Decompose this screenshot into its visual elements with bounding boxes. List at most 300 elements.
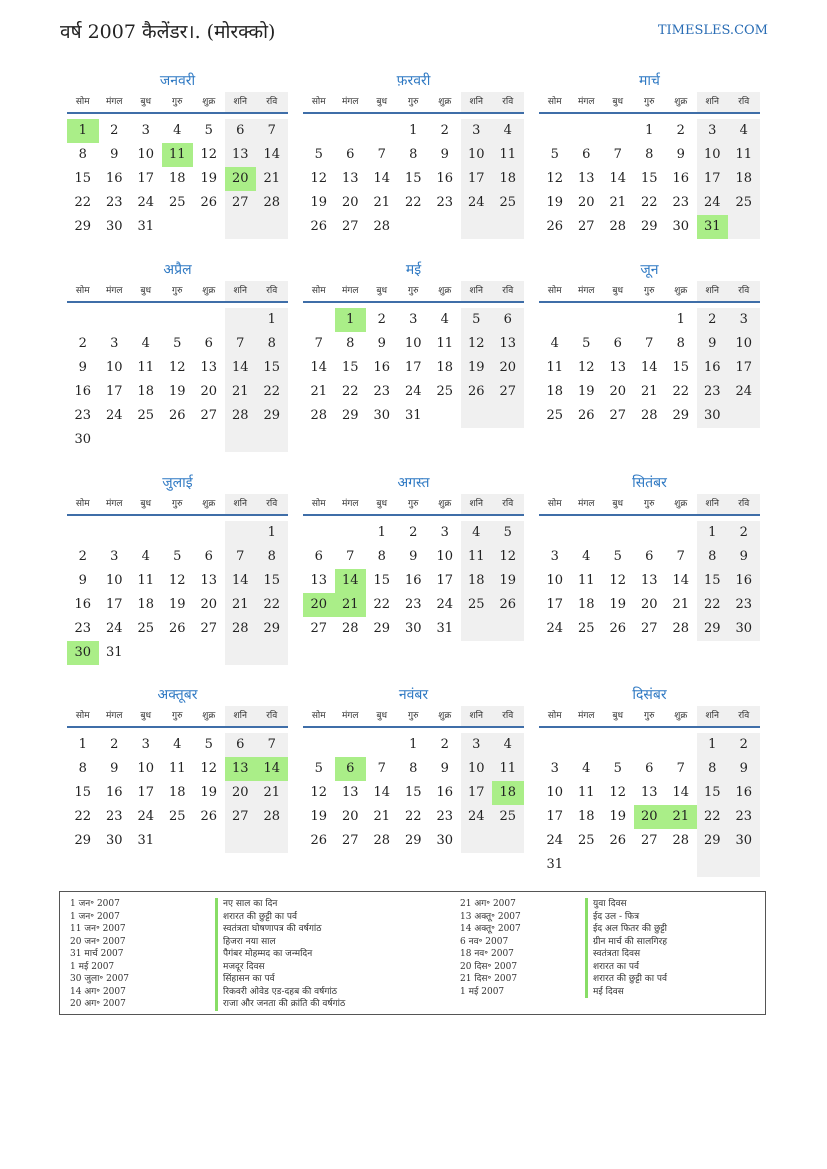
day-cell: 26 (200, 809, 218, 824)
weekday-label: गुरु (172, 286, 183, 296)
weekday-label: रवि (256, 92, 288, 112)
weekday-label: मंगल (341, 499, 359, 509)
weekday-label: सोम (311, 97, 326, 107)
day-cell: 14 (609, 171, 627, 186)
day-cell: 25 (137, 408, 155, 423)
weekday-header (539, 92, 760, 114)
day-cell: 17 (436, 573, 454, 588)
month-calendar (303, 70, 524, 239)
day-cell: 30 (74, 432, 92, 447)
day-cell: 23 (404, 597, 422, 612)
holiday-name: मई दिवस (585, 986, 667, 999)
day-cell: 21 (256, 781, 288, 805)
empty-cell (130, 428, 162, 452)
weekday-label: शुक्र (674, 286, 688, 296)
day-cell: 2 (728, 521, 760, 545)
day-cell: 28 (373, 833, 391, 848)
day-cell: 11 (168, 761, 186, 776)
day-cell: 13 (609, 360, 627, 375)
day-cell: 13 (200, 360, 218, 375)
empty-cell (193, 521, 225, 545)
day-cell: 26 (492, 593, 524, 617)
empty-cell (728, 853, 760, 877)
day-cell: 19 (546, 195, 564, 210)
day-cell: 26 (200, 195, 218, 210)
empty-cell (225, 641, 257, 665)
day-cell: 13 (200, 573, 218, 588)
day-cell: 26 (310, 219, 328, 234)
site-link[interactable]: TIMESLES.COM (657, 23, 768, 38)
day-cell: 14 (373, 785, 391, 800)
weekday-header (67, 281, 288, 303)
empty-cell (634, 733, 666, 757)
holiday-date: 30 जुला॰ 2007 (70, 974, 130, 984)
day-cell: 15 (373, 573, 391, 588)
day-cell: 21 (310, 384, 328, 399)
empty-cell (256, 829, 288, 853)
day-cell: 1 (697, 521, 729, 545)
day-cell: 10 (404, 336, 422, 351)
day-cell: 4 (173, 737, 182, 752)
day-cell: 29 (341, 408, 359, 423)
empty-cell (67, 521, 99, 545)
empty-cell (571, 521, 603, 545)
day-cell: 7 (346, 549, 355, 564)
empty-cell (335, 521, 367, 545)
day-cell: 19 (461, 356, 493, 380)
day-cell: 9 (78, 360, 87, 375)
weekday-label: मंगल (341, 286, 359, 296)
day-cell: 10 (546, 785, 564, 800)
empty-cell (225, 521, 257, 545)
weekday-label: बुध (140, 286, 152, 296)
day-grid (67, 308, 288, 452)
day-cell: 8 (78, 761, 87, 776)
day-cell: 21 (640, 384, 658, 399)
day-cell: 4 (728, 119, 760, 143)
weekday-header (303, 494, 524, 516)
day-cell: 31 (105, 645, 123, 660)
day-cell: 5 (492, 521, 524, 545)
weekday-label: बुध (612, 97, 624, 107)
empty-cell (130, 308, 162, 332)
weekday-label: गुरु (172, 499, 183, 509)
day-cell: 18 (137, 384, 155, 399)
month-calendar (539, 472, 760, 641)
day-cell: 2 (440, 737, 449, 752)
day-cell: 29 (373, 621, 391, 636)
day-grid (67, 119, 288, 239)
day-cell: 12 (609, 573, 627, 588)
day-grid (303, 521, 524, 641)
day-cell: 4 (461, 521, 493, 545)
empty-cell (335, 733, 367, 757)
day-cell: 9 (377, 336, 386, 351)
holiday-date: 20 जन॰ 2007 (70, 936, 126, 947)
day-cell: 13 (341, 171, 359, 186)
day-cell: 18 (728, 167, 760, 191)
month-name: जून (640, 262, 659, 278)
empty-cell (539, 119, 571, 143)
day-cell: 20 (341, 809, 359, 824)
day-cell: 8 (78, 147, 87, 162)
day-cell: 28 (225, 617, 257, 641)
day-cell: 7 (676, 761, 685, 776)
day-cell: 24 (546, 621, 564, 636)
day-cell: 25 (461, 593, 493, 617)
empty-cell (193, 308, 225, 332)
weekday-label: बुध (376, 711, 388, 721)
weekday-label: रवि (256, 494, 288, 514)
weekday-label: सोम (547, 97, 562, 107)
holiday-day-cell: 31 (697, 215, 729, 239)
holiday-date: 1 जन॰ 2007 (70, 911, 120, 922)
day-cell: 6 (492, 308, 524, 332)
holiday-day-cell: 6 (335, 757, 367, 781)
day-cell: 5 (314, 147, 323, 162)
day-cell: 28 (256, 805, 288, 829)
day-cell: 29 (672, 408, 690, 423)
holiday-names-right (585, 898, 667, 998)
weekday-label: सोम (547, 286, 562, 296)
day-cell: 13 (341, 785, 359, 800)
weekday-label: रवि (728, 92, 760, 112)
weekday-label: गुरु (172, 711, 183, 721)
empty-cell (492, 404, 524, 428)
holiday-date: 1 मई 2007 (70, 961, 115, 972)
holiday-date: 20 दिस॰ 2007 (460, 961, 518, 972)
day-cell: 8 (346, 336, 355, 351)
day-cell: 26 (609, 621, 627, 636)
holiday-day-cell: 21 (665, 805, 697, 829)
empty-cell (225, 215, 257, 239)
day-cell: 19 (609, 809, 627, 824)
day-cell: 30 (672, 219, 690, 234)
day-cell: 10 (461, 143, 493, 167)
day-cell: 24 (404, 384, 422, 399)
holiday-day-cell: 1 (335, 308, 367, 332)
day-cell: 10 (461, 757, 493, 781)
day-cell: 27 (310, 621, 328, 636)
day-cell: 11 (577, 573, 595, 588)
weekday-header (303, 281, 524, 303)
day-cell: 27 (640, 621, 658, 636)
weekday-label: मंगल (577, 97, 595, 107)
weekday-label: रवि (256, 706, 288, 726)
weekday-header (67, 92, 288, 114)
day-cell: 7 (377, 761, 386, 776)
day-cell: 11 (461, 545, 493, 569)
day-cell: 18 (436, 360, 454, 375)
day-cell: 11 (546, 360, 564, 375)
day-cell: 1 (409, 737, 418, 752)
day-cell: 13 (640, 573, 658, 588)
holiday-list (59, 891, 766, 1015)
holiday-day-cell: 20 (634, 805, 666, 829)
weekday-label: शुक्र (202, 286, 216, 296)
day-cell: 30 (404, 621, 422, 636)
weekday-label: शुक्र (438, 286, 452, 296)
day-cell: 1 (377, 525, 386, 540)
day-cell: 24 (697, 191, 729, 215)
weekday-label: शनि (461, 494, 493, 514)
weekday-label: शनि (461, 706, 493, 726)
day-cell: 22 (341, 384, 359, 399)
day-cell: 24 (461, 191, 493, 215)
weekday-label: बुध (140, 711, 152, 721)
weekday-label: रवि (492, 706, 524, 726)
weekday-label: शनि (461, 92, 493, 112)
day-cell: 17 (461, 781, 493, 805)
empty-cell (225, 829, 257, 853)
holiday-name: हिजरा नया साल (215, 936, 345, 949)
day-cell: 11 (137, 573, 155, 588)
month-name: सितंबर (632, 475, 667, 491)
day-cell: 26 (310, 833, 328, 848)
day-cell: 18 (168, 171, 186, 186)
weekday-label: बुध (140, 499, 152, 509)
month-name: जनवरी (159, 73, 196, 89)
holiday-date: 14 अक्तू॰ 2007 (460, 924, 521, 934)
day-cell: 6 (225, 119, 257, 143)
weekday-label: शनि (225, 494, 257, 514)
empty-cell (492, 617, 524, 641)
day-cell: 16 (404, 573, 422, 588)
day-cell: 14 (373, 171, 391, 186)
holiday-names-left (215, 898, 345, 1011)
month-name: फ़रवरी (396, 73, 431, 89)
day-cell: 4 (141, 549, 150, 564)
weekday-label: गुरु (408, 286, 419, 296)
day-cell: 18 (137, 597, 155, 612)
day-cell: 14 (672, 573, 690, 588)
day-cell: 30 (728, 829, 760, 853)
day-cell: 27 (200, 621, 218, 636)
weekday-label: शुक्र (202, 499, 216, 509)
day-cell: 29 (697, 829, 729, 853)
weekday-label: शनि (697, 494, 729, 514)
day-cell: 8 (676, 336, 685, 351)
month-name: जुलाई (162, 475, 193, 491)
day-cell: 20 (577, 195, 595, 210)
weekday-label: शनि (697, 92, 729, 112)
empty-cell (728, 215, 760, 239)
month-name: अक्तूबर (157, 687, 198, 703)
day-cell: 15 (256, 569, 288, 593)
day-cell: 2 (377, 312, 386, 327)
day-cell: 1 (256, 521, 288, 545)
day-cell: 28 (225, 404, 257, 428)
empty-cell (571, 308, 603, 332)
day-cell: 6 (225, 733, 257, 757)
day-cell: 12 (609, 785, 627, 800)
day-cell: 4 (550, 336, 559, 351)
empty-cell (602, 119, 634, 143)
day-cell: 7 (377, 147, 386, 162)
day-cell: 12 (310, 171, 328, 186)
empty-cell (665, 853, 697, 877)
day-cell: 8 (645, 147, 654, 162)
day-cell: 11 (492, 757, 524, 781)
day-cell: 16 (672, 171, 690, 186)
day-cell: 29 (640, 219, 658, 234)
weekday-label: मंगल (577, 286, 595, 296)
day-cell: 11 (436, 336, 454, 351)
empty-cell (193, 215, 225, 239)
day-cell: 16 (74, 597, 92, 612)
day-cell: 19 (200, 171, 218, 186)
day-cell: 23 (436, 195, 454, 210)
day-cell: 12 (577, 360, 595, 375)
day-cell: 6 (346, 147, 355, 162)
day-cell: 18 (577, 809, 595, 824)
day-cell: 23 (436, 809, 454, 824)
day-cell: 25 (436, 384, 454, 399)
day-cell: 21 (225, 593, 257, 617)
day-cell: 20 (640, 597, 658, 612)
empty-cell (193, 428, 225, 452)
holiday-day-cell: 11 (162, 143, 194, 167)
weekday-header (539, 706, 760, 728)
weekday-label: रवि (728, 281, 760, 301)
empty-cell (492, 215, 524, 239)
day-cell: 30 (373, 408, 391, 423)
day-cell: 26 (168, 408, 186, 423)
month-calendar (539, 259, 760, 428)
holiday-date: 21 अग॰ 2007 (460, 899, 516, 909)
day-cell: 25 (577, 621, 595, 636)
day-cell: 1 (676, 312, 685, 327)
day-cell: 20 (200, 384, 218, 399)
empty-cell (303, 308, 335, 332)
day-cell: 2 (110, 737, 119, 752)
day-cell: 10 (436, 549, 454, 564)
day-cell: 27 (341, 833, 359, 848)
holiday-date: 18 नव॰ 2007 (460, 949, 514, 959)
day-cell: 17 (728, 356, 760, 380)
weekday-label: शुक्र (438, 711, 452, 721)
day-cell: 2 (676, 123, 685, 138)
day-cell: 22 (404, 195, 422, 210)
holiday-day-cell: 14 (256, 757, 288, 781)
weekday-label: सोम (75, 97, 90, 107)
day-cell: 7 (256, 119, 288, 143)
day-cell: 25 (492, 805, 524, 829)
day-cell: 8 (697, 757, 729, 781)
weekday-header (303, 92, 524, 114)
weekday-header (67, 494, 288, 516)
day-cell: 2 (728, 733, 760, 757)
day-cell: 1 (697, 733, 729, 757)
holiday-date: 1 मई 2007 (460, 986, 505, 997)
day-cell: 5 (582, 336, 591, 351)
day-cell: 18 (577, 597, 595, 612)
day-cell: 17 (461, 167, 493, 191)
empty-cell (571, 119, 603, 143)
day-cell: 9 (110, 761, 119, 776)
day-cell: 10 (137, 147, 155, 162)
day-cell: 24 (137, 195, 155, 210)
day-cell: 30 (105, 219, 123, 234)
day-cell: 24 (436, 597, 454, 612)
day-cell: 15 (404, 171, 422, 186)
day-cell: 5 (204, 123, 213, 138)
day-grid (539, 733, 760, 877)
empty-cell (256, 215, 288, 239)
day-cell: 7 (256, 733, 288, 757)
day-cell: 19 (577, 384, 595, 399)
day-cell: 9 (440, 761, 449, 776)
holiday-day-cell: 20 (225, 167, 257, 191)
day-cell: 28 (672, 833, 690, 848)
day-cell: 28 (640, 408, 658, 423)
day-cell: 12 (200, 147, 218, 162)
day-cell: 30 (105, 833, 123, 848)
empty-cell (130, 641, 162, 665)
day-cell: 8 (256, 332, 288, 356)
empty-cell (697, 853, 729, 877)
weekday-label: सोम (547, 711, 562, 721)
page-title: वर्ष 2007 कैलेंडर।. (मोरक्को) (60, 21, 276, 43)
day-cell: 29 (404, 833, 422, 848)
day-cell: 4 (582, 549, 591, 564)
empty-cell (67, 308, 99, 332)
empty-cell (162, 641, 194, 665)
day-cell: 25 (168, 195, 186, 210)
day-cell: 8 (256, 545, 288, 569)
day-cell: 1 (78, 737, 87, 752)
day-cell: 7 (314, 336, 323, 351)
weekday-label: मंगल (341, 711, 359, 721)
day-cell: 14 (225, 569, 257, 593)
day-cell: 26 (461, 380, 493, 404)
month-calendar (303, 684, 524, 853)
day-cell: 22 (256, 380, 288, 404)
day-cell: 25 (168, 809, 186, 824)
day-cell: 20 (492, 356, 524, 380)
empty-cell (634, 521, 666, 545)
day-cell: 3 (728, 308, 760, 332)
day-cell: 11 (577, 785, 595, 800)
empty-cell (634, 853, 666, 877)
day-cell: 12 (200, 761, 218, 776)
weekday-label: शनि (697, 281, 729, 301)
day-cell: 5 (204, 737, 213, 752)
day-cell: 2 (440, 123, 449, 138)
day-cell: 9 (728, 545, 760, 569)
day-cell: 5 (314, 761, 323, 776)
day-cell: 28 (310, 408, 328, 423)
day-cell: 15 (640, 171, 658, 186)
weekday-label: सोम (547, 499, 562, 509)
weekday-label: गुरु (644, 286, 655, 296)
day-cell: 17 (137, 171, 155, 186)
weekday-header (67, 706, 288, 728)
holiday-name: युवा दिवस (585, 898, 667, 911)
day-cell: 5 (613, 549, 622, 564)
empty-cell (571, 853, 603, 877)
holiday-date: 14 अग॰ 2007 (70, 986, 126, 997)
day-cell: 5 (461, 308, 493, 332)
day-cell: 4 (173, 123, 182, 138)
day-cell: 27 (225, 191, 257, 215)
day-cell: 24 (137, 809, 155, 824)
holiday-date: 21 दिस॰ 2007 (460, 974, 518, 984)
day-cell: 19 (310, 809, 328, 824)
day-cell: 13 (492, 332, 524, 356)
day-cell: 11 (492, 143, 524, 167)
day-cell: 28 (341, 621, 359, 636)
